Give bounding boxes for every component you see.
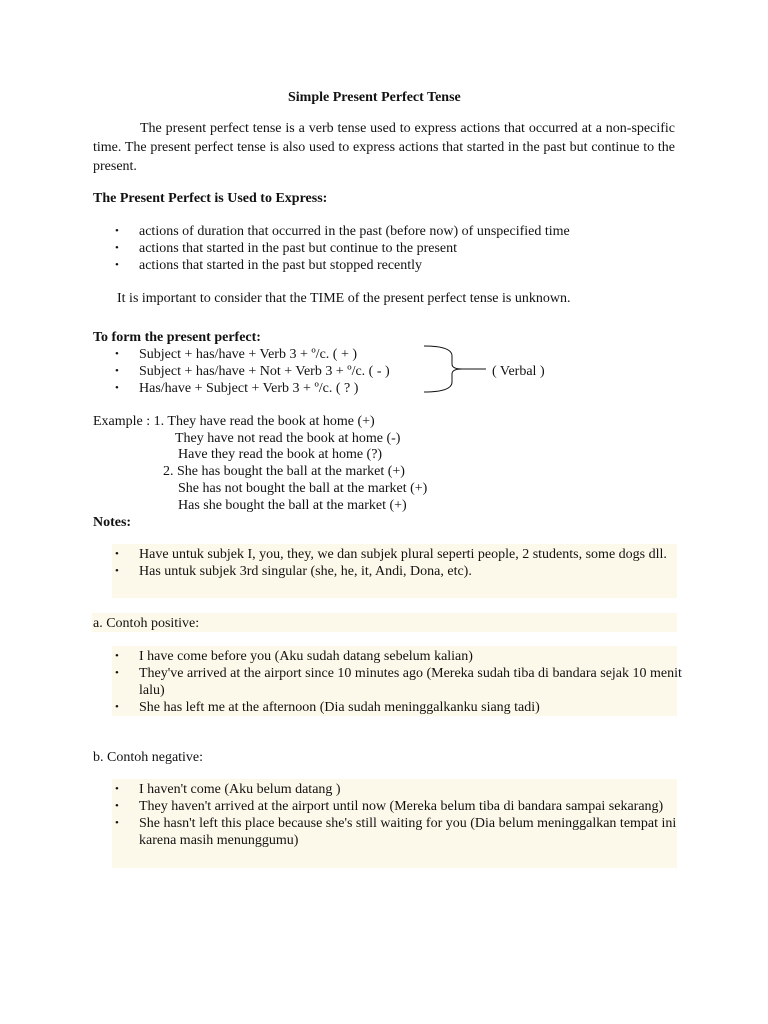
list-item: • I have come before you (Aku sudah datang sebelum kalian)	[115, 649, 473, 664]
page-title: Simple Present Perfect Tense	[288, 90, 461, 105]
list-item: • Have untuk subjek I, you, they, we dan subjek plural seperti people, 2 students, some dogs dll.	[115, 547, 667, 562]
bullet-icon: •	[115, 225, 119, 237]
bullet-icon: •	[115, 242, 119, 254]
list-item: • They've arrived at the airport since 10 minutes ago (Mereka sudah tiba di bandara sejak 10 menit lalu)	[115, 666, 682, 698]
time-note: It is important to consider that the TIME of the present perfect tense is unknown.	[117, 291, 571, 306]
verbal-label: ( Verbal )	[492, 364, 545, 379]
forms-list	[93, 346, 433, 397]
notes-list	[93, 546, 683, 580]
uses-heading: The Present Perfect is Used to Express:	[93, 191, 328, 206]
example-line: Has she bought the ball at the market (+)	[178, 498, 407, 513]
example-line: Example : 1. They have read the book at home (+)	[93, 414, 375, 429]
bullet-icon: •	[115, 382, 119, 394]
list-item: • actions of duration that occurred in the past (before now) of unspecified time	[115, 224, 570, 239]
bullet-icon: •	[115, 650, 119, 662]
intro-paragraph: The present perfect tense is a verb tense used to express actions that occurred at a non-specific time. The present perfect tense is also used to express actions that started in the past but continue to the present.	[93, 121, 675, 174]
list-item: • They haven't arrived at the airport until now (Mereka belum tiba di bandara sampai sekarang)	[115, 799, 664, 814]
list-item: • Subject + has/have + Not + Verb 3 + º/c. ( - )	[115, 364, 390, 379]
example-line: They have not read the book at home (-)	[175, 431, 401, 446]
negative-heading: b. Contoh negative:	[93, 750, 204, 765]
bullet-icon: •	[115, 667, 119, 679]
bullet-icon: •	[115, 817, 119, 829]
list-item: • actions that started in the past but stopped recently	[115, 258, 423, 273]
bullet-icon: •	[115, 548, 119, 560]
notes-heading: Notes:	[93, 515, 132, 530]
list-item: • actions that started in the past but continue to the present	[115, 241, 458, 256]
list-item: • She hasn't left this place because she's still waiting for you (Dia belum meninggalkan tempat ini karena masih menunggumu)	[115, 816, 677, 848]
bullet-icon: •	[115, 565, 119, 577]
example-line: Have they read the book at home (?)	[178, 447, 383, 462]
negative-list	[93, 781, 683, 849]
bullet-icon: •	[115, 259, 119, 271]
bullet-icon: •	[115, 800, 119, 812]
curly-brace-icon	[422, 344, 488, 394]
list-item: • Has untuk subjek 3rd singular (she, he, it, Andi, Dona, etc).	[115, 564, 472, 579]
form-heading: To form the present perfect:	[93, 330, 261, 345]
positive-heading: a. Contoh positive:	[93, 616, 200, 631]
list-item: • Has/have + Subject + Verb 3 + º/c. ( ? )	[115, 381, 359, 396]
example-line: 2. She has bought the ball at the market (+)	[163, 464, 405, 479]
bullet-icon: •	[115, 348, 119, 360]
list-item: • She has left me at the afternoon (Dia sudah meninggalkanku siang tadi)	[115, 700, 540, 715]
example-line: She has not bought the ball at the market (+)	[178, 481, 428, 496]
list-item: • I haven't come (Aku belum datang )	[115, 782, 341, 797]
bullet-icon: •	[115, 701, 119, 713]
bullet-icon: •	[115, 365, 119, 377]
bullet-icon: •	[115, 783, 119, 795]
positive-list	[93, 648, 683, 716]
uses-list	[93, 223, 693, 274]
list-item: • Subject + has/have + Verb 3 + º/c. ( + )	[115, 347, 358, 362]
